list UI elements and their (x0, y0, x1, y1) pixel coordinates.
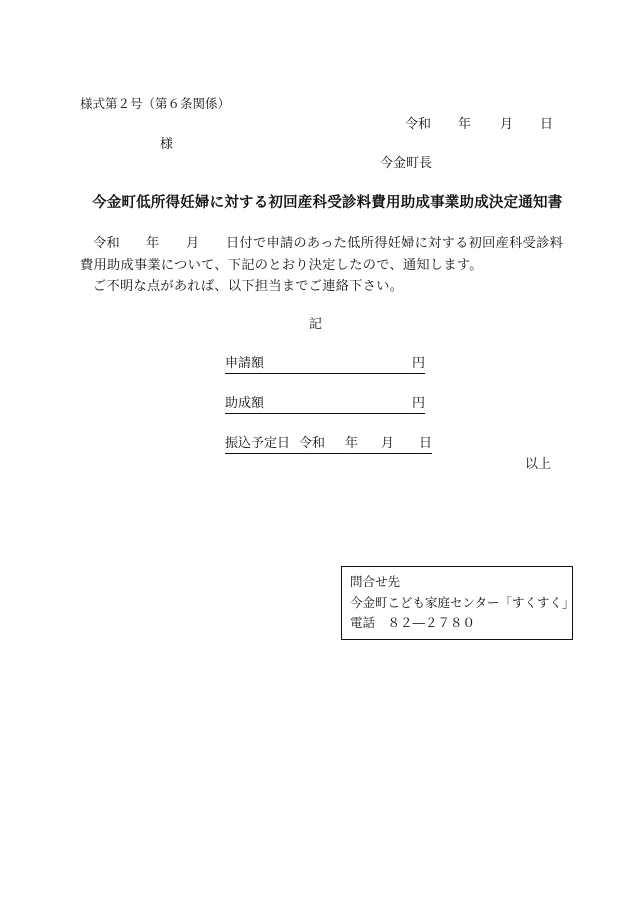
grant-amount-label: 助成額 (225, 396, 265, 411)
transfer-date-day: 日 (419, 436, 433, 451)
transfer-date-era: 令和 (299, 436, 326, 451)
document-title: 今金町低所得妊婦に対する初回産科受診料費用助成事業助成決定通知書 (92, 194, 563, 211)
date-month: 月 (500, 117, 514, 132)
closing-remark: 以上 (525, 457, 552, 472)
sender: 今金町長 (380, 156, 433, 171)
transfer-date-year: 年 (345, 436, 359, 451)
date-day: 日 (540, 117, 554, 132)
date-year: 年 (458, 117, 472, 132)
date-era: 令和 (405, 117, 432, 132)
transfer-date-label: 振込予定日 (225, 436, 291, 451)
contact-office: 今金町こども家庭センター「すくすく」 (350, 595, 575, 610)
transfer-date-month: 月 (381, 436, 395, 451)
body-line2: 費用助成事業について、下記のとおり決定したので、通知します。 (80, 258, 483, 273)
transfer-date-field (225, 437, 432, 454)
body-line1-era: 令和 (93, 236, 120, 251)
contact-box (341, 566, 573, 640)
body-line1-rest: 日付で申請のあった低所得妊婦に対する初回産科受診料 (226, 236, 564, 251)
form-number: 様式第２号（第６条関係） (80, 96, 231, 111)
applied-amount-field (225, 357, 425, 374)
applied-amount-label: 申請額 (225, 356, 265, 371)
grant-amount-field (225, 397, 425, 414)
applied-amount-unit: 円 (411, 356, 425, 371)
contact-phone: 電話 ８２―２７８０ (350, 615, 476, 630)
contact-heading: 問合せ先 (350, 574, 401, 589)
body-line1-year: 年 (146, 236, 160, 251)
grant-amount-unit: 円 (411, 396, 425, 411)
addressee-suffix: 様 (160, 137, 174, 152)
record-heading: 記 (309, 317, 323, 332)
body-line3: ご不明な点があれば、以下担当までご連絡下さい。 (93, 279, 404, 294)
body-line1-month: 月 (186, 236, 200, 251)
